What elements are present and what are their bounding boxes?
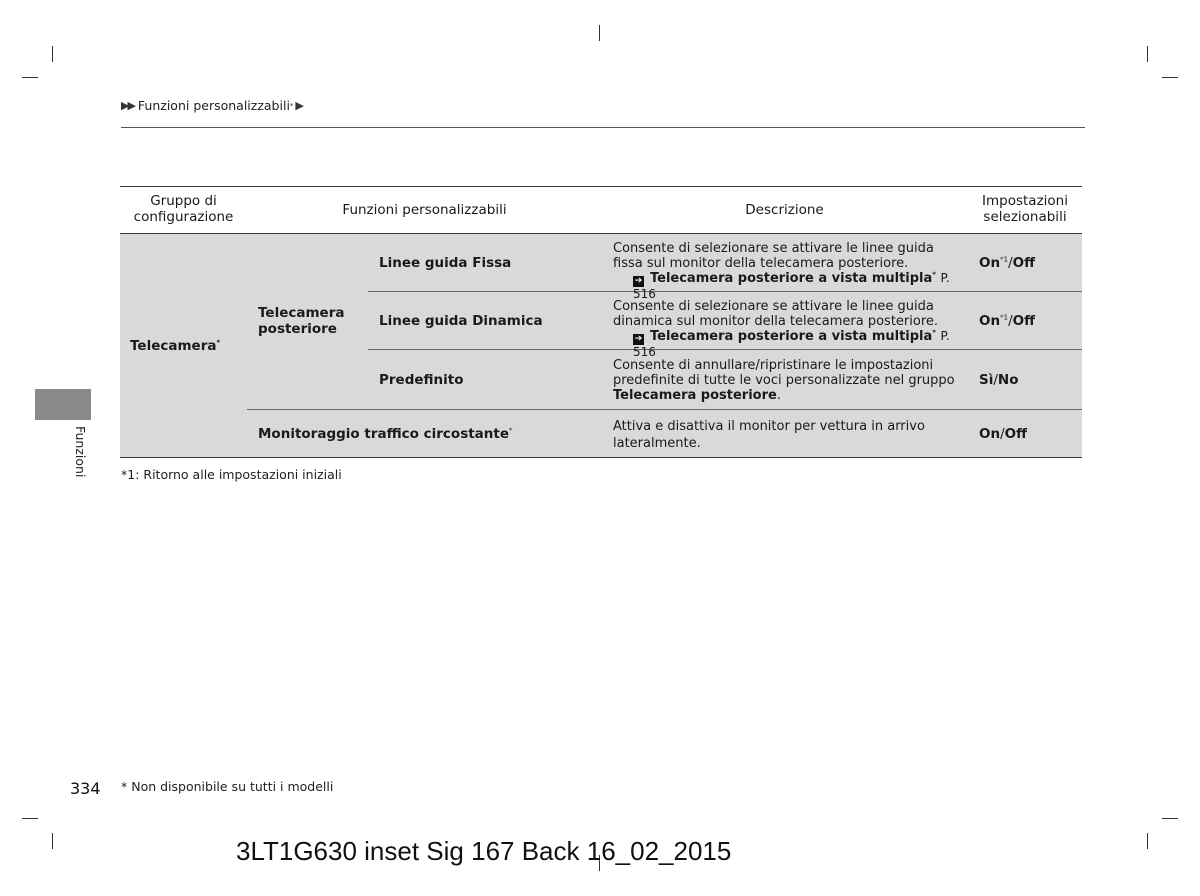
setting-on: On xyxy=(979,313,1001,329)
setting-separator: / xyxy=(1008,255,1013,271)
crop-mark xyxy=(52,833,53,849)
availability-note: * Non disponibile su tutti i modelli xyxy=(121,779,334,794)
cross-reference[interactable] xyxy=(613,329,963,360)
description-text: Consente di selezionare se attivare le linee guida fissa sul monitor della telecamera posteriore. xyxy=(613,241,934,271)
setting-on: On xyxy=(979,426,1001,442)
crop-mark xyxy=(22,818,38,819)
table-bottom-rule xyxy=(120,457,1082,458)
row-description xyxy=(613,241,963,302)
setting-note: *1 xyxy=(1000,255,1009,264)
header-bottom-rule xyxy=(120,233,1082,234)
row-divider xyxy=(247,409,1082,410)
function-name: Linee guida Fissa xyxy=(379,255,512,271)
function-name: Linee guida Dinamica xyxy=(379,313,543,329)
chapter-tab-label: Funzioni xyxy=(73,426,88,478)
xref-asterisk: * xyxy=(932,270,936,279)
table-footnote: *1: Ritorno alle impostazioni iniziali xyxy=(121,467,342,482)
setting-no: No xyxy=(997,372,1019,388)
header-group: Gruppo di configurazione xyxy=(133,193,234,225)
arrow-right-icon: ➔ xyxy=(634,276,643,286)
crop-mark xyxy=(52,46,53,62)
monitor-asterisk: * xyxy=(509,426,513,435)
group-asterisk: * xyxy=(216,338,221,347)
page-number: 334 xyxy=(70,779,101,798)
header-rule xyxy=(121,127,1085,128)
breadcrumb-text: Funzioni personalizzabili xyxy=(137,98,290,113)
breadcrumb-markers: ▶▶ xyxy=(121,99,134,112)
header-settings: Impostazioni selezionabili xyxy=(982,193,1068,225)
xref-asterisk: * xyxy=(932,328,936,337)
row-description: Attiva e disattiva il monitor per vettura in arrivo lateralmente. xyxy=(613,419,925,451)
table-top-rule xyxy=(120,186,1082,187)
breadcrumb: ▶▶ Funzioni personalizzabili * ▶ xyxy=(121,98,304,113)
xref-title: Telecamera posteriore a vista multipla xyxy=(650,271,933,286)
group-name-text: Telecamera xyxy=(130,338,217,354)
xref-title: Telecamera posteriore a vista multipla xyxy=(650,329,933,344)
setting-options xyxy=(979,372,1079,388)
cross-reference[interactable] xyxy=(613,271,963,302)
crop-mark xyxy=(1162,77,1178,78)
setting-yes: Sì xyxy=(979,372,994,388)
chapter-tab xyxy=(35,389,91,420)
crop-mark xyxy=(1147,833,1148,849)
setting-off: Off xyxy=(1012,255,1036,271)
settings-table xyxy=(120,186,1082,459)
print-slug: 3LT1G630 inset Sig 167 Back 16_02_2015 xyxy=(236,836,732,866)
row-description xyxy=(613,299,963,360)
setting-options xyxy=(979,313,1079,329)
subgroup-name: Telecamera posteriore xyxy=(258,305,345,337)
setting-options xyxy=(979,255,1079,271)
row-description xyxy=(613,358,963,403)
description-text: Consente di annullare/ripristinare le impostazioni predefinite di tutte le voci personalizzate nel gruppo xyxy=(613,358,955,388)
crop-mark xyxy=(599,25,600,41)
group-name xyxy=(130,338,245,354)
header-description: Descrizione xyxy=(745,202,824,218)
arrow-right-icon: ➔ xyxy=(634,334,643,344)
function-name xyxy=(258,426,598,442)
setting-off: Off xyxy=(1004,426,1028,442)
setting-separator: / xyxy=(1000,426,1005,442)
breadcrumb-end-marker: ▶ xyxy=(295,99,304,112)
description-end: . xyxy=(776,388,781,403)
setting-options xyxy=(979,426,1079,442)
crop-mark xyxy=(1162,818,1178,819)
description-text: Consente di selezionare se attivare le linee guida dinamica sul monitor della telecamera posteriore. xyxy=(613,299,939,329)
setting-separator: / xyxy=(1008,313,1013,329)
setting-off: Off xyxy=(1012,313,1036,329)
xref-page: P. 516 xyxy=(633,271,950,301)
crop-mark xyxy=(22,77,38,78)
monitor-function-text: Monitoraggio traffico circostante xyxy=(258,426,510,442)
setting-on: On xyxy=(979,255,1001,271)
setting-note: *1 xyxy=(1000,313,1009,322)
header-functions: Funzioni personalizzabili xyxy=(342,202,507,218)
function-name: Predefinito xyxy=(379,372,464,388)
description-bold-text: Telecamera posteriore xyxy=(613,388,777,403)
xref-page: P. 516 xyxy=(633,329,950,359)
setting-separator: / xyxy=(993,372,998,388)
crop-mark xyxy=(1147,46,1148,62)
